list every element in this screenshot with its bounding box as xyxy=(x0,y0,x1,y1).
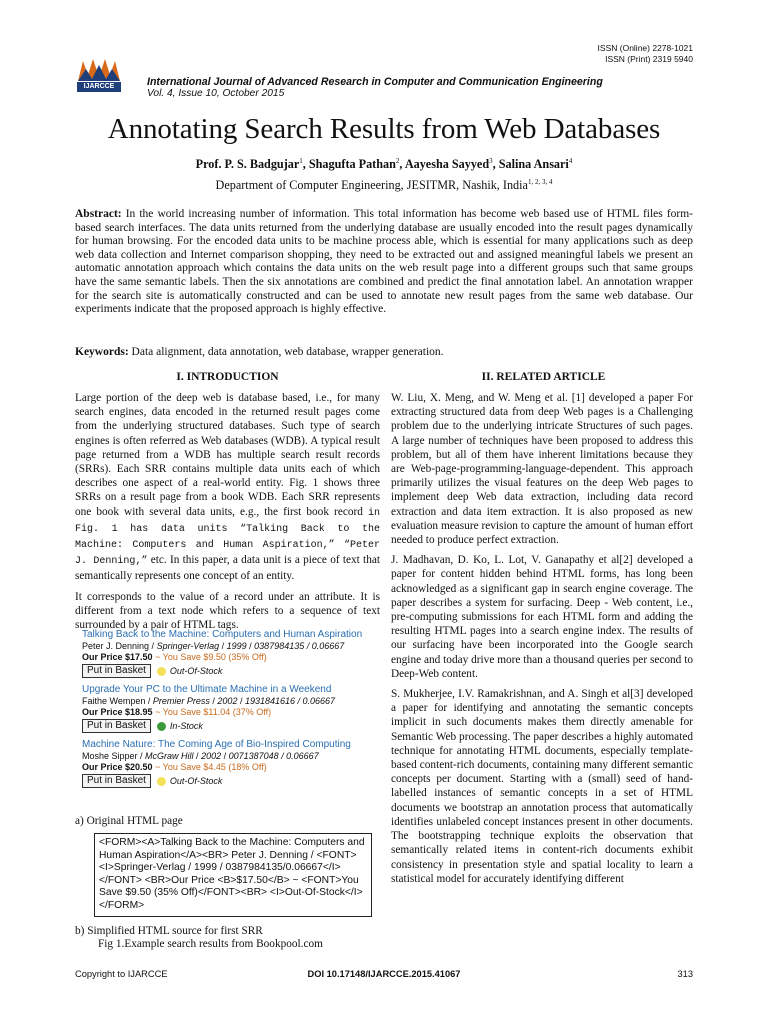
related-paragraph-3: S. Mukherjee, I.V. Ramakrishnan, and A. Singh et al[3] developed a paper for identifying and annotating the semantic concepts implicit in such documents makes them directly amenable for Semantic Web processing. The paper describes a highly automated technique for annotating HTML documents, especially template-based content-rich documents, containing many different semantic concepts per document. Starting with a (small) seed of hand-labelled instances of semantic concepts in a set of HTML documents we bootstrap an annotation process that automatically identifies unlabeled concept instances present in other documents. The bootstrapping technique exploits the observation that semantically related items in content-rich documents exhibit consistency in presentation style and spatial locality to learn a statistical model for accurately identifying different xyxy=(391,688,693,885)
record-isbn: 1931841616 / 0.06667 xyxy=(244,696,336,706)
footer-doi: DOI 10.17148/IJARCCE.2015.41067 xyxy=(307,969,461,979)
author-name: Prof. P. S. Badgujar xyxy=(195,157,300,172)
stock-status: Out-Of-Stock xyxy=(169,776,223,786)
record-savings: ~ You Save $9.50 (35% Off) xyxy=(155,652,267,662)
footer-page-number: 313 xyxy=(677,969,693,979)
department-text: Department of Computer Engineering, JESITMR, Nashik, India xyxy=(215,178,528,193)
footer-copyright: Copyright to IJARCCE xyxy=(75,969,168,979)
record-price-label: Our Price $20.50 xyxy=(82,762,153,772)
record-actions xyxy=(82,774,382,788)
keywords xyxy=(75,346,693,358)
record-price xyxy=(82,707,382,718)
author-name: Shagufta Pathan xyxy=(308,157,396,172)
record-author: Moshe Sipper xyxy=(82,751,138,761)
record-actions xyxy=(82,664,382,678)
html-source-box: <FORM><A>Talking Back to the Machine: Computers and Human Aspiration</A><BR> Peter J. Denning / <FONT> <I>Springer-Verlag / 1999 / 0387984135/0.06667</I> </FONT> <BR>Our Price <B>$17.50</B> ~ <FONT>You Save $9.50 (35% Off)</FONT><BR> <I>Out-Of-Stock</I></FORM> xyxy=(94,833,372,917)
record-isbn: 0071387048 / 0.06667 xyxy=(228,751,319,761)
issn-online: ISSN (Online) 2278-1021 xyxy=(597,43,693,53)
record-title-link[interactable]: Talking Back to the Machine: Computers and Human Aspiration xyxy=(82,629,363,640)
abstract-text: In the world increasing number of information. This total information has become web based use of HTML files form-based search interfaces. The data units returned from the underlying database are usually encoded into the result pages dynamically for human browsing. For the encoded data units to be machine process able, which is essential for many applications such as deep web data collection and Internet comparison shopping, they need to be extracted out and assigned meaningful labels we present an automatic annotation approach which contains the data units on the web result page into a different groups such that same groups have the same semantic labels. Then the six annotations are combined and predict the final annotation label. An annotation wrapper for the search site is automatically constructed and can be used to annotate new result pages from the same web database. Our experiments indicate that the proposed approach is highly effective. xyxy=(75,208,694,316)
figure-caption: Fig 1.Example search results from Bookpool.com xyxy=(98,938,323,950)
keywords-text: Data alignment, data annotation, web database, wrapper generation. xyxy=(131,346,444,358)
intro-text: etc. In this paper, a data unit is a piece of text that semantically represents one concept of an entity. xyxy=(75,554,380,583)
intro-text: Large portion of the deep web is database based, i.e., for many search engines, data encoded in the returned result pages come from the underlying structured databases. Such type of search engines is often referred as Web databases (WDB). A typical result page returned from a WDB has multiple search result records (SRRs). Each SRR contains multiple data units each of which describes one aspect of a real-world entity. Fig. 1 shows three SRRs on a result page from a book WDB. Each SRR represents one book with several data units, e.g., the first book record xyxy=(75,392,380,518)
intro-paragraph-1 xyxy=(75,391,380,584)
logo-text: IJARCCE xyxy=(83,83,115,90)
search-result-record xyxy=(82,684,382,733)
put-in-basket-button[interactable]: Put in Basket xyxy=(82,719,151,733)
issn-block xyxy=(598,43,693,64)
record-author: Faithe Wempen xyxy=(82,696,146,706)
abstract-label: Abstract: xyxy=(75,208,122,220)
author-affiliation: 1 xyxy=(299,157,303,165)
record-year: 2002 xyxy=(217,696,238,706)
intro-paragraph-2: It corresponds to the value of a record under an attribute. It is different from a text node which refers to a sequence of text surrounded by a pair of HTML tags. xyxy=(75,590,380,632)
author-affiliation: 4 xyxy=(568,157,573,165)
record-price-label: Our Price $17.50 xyxy=(82,652,153,662)
search-result-record xyxy=(82,739,382,788)
left-column xyxy=(75,391,380,638)
record-price xyxy=(82,652,382,663)
record-isbn: 0387984135 / 0.06667 xyxy=(254,641,345,651)
put-in-basket-button[interactable]: Put in Basket xyxy=(82,664,151,678)
related-paragraph-1: W. Liu, X. Meng, and W. Meng et al. [1] developed a paper For extracting structured data from deep Web pages is a Challenging problem due to the underlying intricate Structures of such pages. A large number of techniques have been proposed to address this problem, but all of them have inherent limitations because they are Web-page-programming-language-dependent. This approach primarily utilizes the visual features on the deep Web pages to implement deep Web data extraction, including data record extraction and data item extraction. It is also proposed as new evaluation measure revision to capture the amount of human effort needed to produce perfect extraction. xyxy=(391,392,693,547)
figure-subcaption-b: b) Simplified HTML source for first SRR xyxy=(75,925,263,937)
record-savings: ~ You Save $11.04 (37% Off) xyxy=(155,707,272,717)
author-name: Aayesha Sayyed xyxy=(404,157,490,172)
author-name: Salina Ansari xyxy=(498,157,569,172)
author-affiliation: 3 xyxy=(489,157,493,165)
record-savings: ~ You Save $4.45 (18% Off) xyxy=(155,762,267,772)
record-year: 2002 xyxy=(201,751,222,761)
record-meta: Peter J. Denning / Springer-Verlag / 1999 / 0387984135 / 0.06667 xyxy=(82,641,345,651)
author-affiliation: 2 xyxy=(395,157,400,165)
intro-mono-text: in Fig. 1 has data units “Talking Back to the Machine: Computers and Human Aspiration,” “Peter J. Denning,” xyxy=(75,507,380,568)
stock-status: Out-Of-Stock xyxy=(169,666,223,676)
record-title-link[interactable]: Upgrade Your PC to the Ultimate Machine in a Weekend xyxy=(82,684,332,695)
issn-print: ISSN (Print) 2319 5940 xyxy=(605,53,693,64)
record-publisher: Premier Press xyxy=(152,696,210,706)
right-column xyxy=(391,391,693,892)
record-publisher: McGraw Hill xyxy=(145,751,194,761)
department-affiliation xyxy=(0,178,768,193)
record-meta: Moshe Sipper / McGraw Hill / 2002 / 0071387048 / 0.06667 xyxy=(82,751,319,761)
stock-status-dot-icon xyxy=(157,722,166,731)
record-price xyxy=(82,762,382,773)
journal-volume: Vol. 4, Issue 10, October 2015 xyxy=(147,88,285,99)
record-actions xyxy=(82,719,382,733)
record-meta: Faithe Wempen / Premier Press / 2002 / 1931841616 / 0.06667 xyxy=(82,696,336,706)
record-title-link[interactable]: Machine Nature: The Coming Age of Bio-Inspired Computing xyxy=(82,739,351,750)
record-publisher: Springer-Verlag xyxy=(156,641,220,651)
put-in-basket-button[interactable]: Put in Basket xyxy=(82,774,151,788)
stock-status: In-Stock xyxy=(169,721,203,731)
stock-status-dot-icon xyxy=(157,777,166,786)
department-sup: 1, 2, 3, 4 xyxy=(527,178,553,186)
record-year: 1999 xyxy=(226,641,247,651)
stock-status-dot-icon xyxy=(157,667,166,676)
paper-title: Annotating Search Results from Web Databases xyxy=(107,113,661,145)
search-result-record xyxy=(82,629,382,678)
journal-logo xyxy=(75,55,123,93)
related-paragraph-2: J. Madhavan, D. Ko, L. Lot, V. Ganapathy et al[2] developed a paper for content hidden behind HTML forms, has long been acknowledged as a significant gap in search engine coverage. The paper describes a system for surfacing. Deep - Web content, i.e., pre-computing submissions for each HTML form and adding the resulting HTML pages into a search engine index. The results of our surfacing have been incorporated into the Google search engine and today drive more than a thousand queries per second to Deep-Web content. xyxy=(391,554,693,680)
abstract xyxy=(75,208,693,317)
figure-subcaption-a: a) Original HTML page xyxy=(75,815,183,827)
section-heading-introduction: I. INTRODUCTION xyxy=(176,371,279,383)
record-author: Peter J. Denning xyxy=(82,641,150,651)
figure-search-results xyxy=(82,629,382,794)
section-heading-related-article: II. RELATED ARTICLE xyxy=(481,371,606,383)
journal-title: International Journal of Advanced Research in Computer and Communication Engineering xyxy=(147,76,603,88)
author-list: Prof. P. S. Badgujar$^1$, Shagufta Pathan$^2$, Aayesha Sayyed$^3$, Salina Ansari$^4$ xyxy=(195,157,573,172)
record-price-label: Our Price $18.95 xyxy=(82,707,153,717)
keywords-label: Keywords: xyxy=(75,346,129,358)
